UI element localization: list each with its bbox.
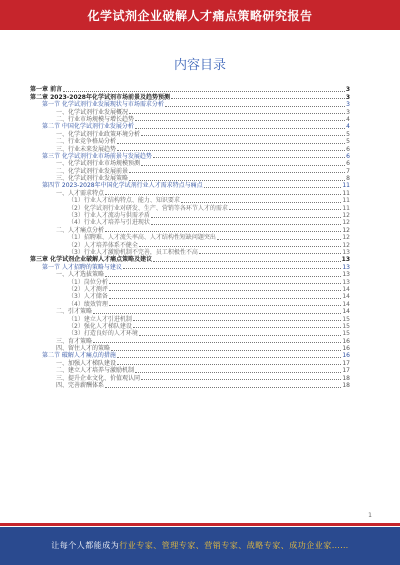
toc-entry-label: 四、完善薪酬体系	[56, 382, 105, 390]
toc-entry-page: 14	[342, 285, 350, 293]
toc-entry-label: 二、建立人才培养与激励机制	[56, 367, 135, 375]
toc-leader-dots	[117, 143, 345, 144]
toc-entry[interactable]	[30, 116, 350, 123]
toc-entry-label: 一、加强人才梯队建设	[56, 359, 117, 367]
toc-leader-dots	[141, 135, 345, 136]
toc-entry-label: （2）化学试剂行业对研发、生产、营销等各环节人才的需求	[68, 204, 228, 212]
toc-entry-page: 15	[342, 330, 350, 338]
toc-entry[interactable]	[30, 256, 350, 263]
toc-entry[interactable]	[30, 382, 350, 389]
toc-leader-dots	[105, 276, 341, 277]
toc-entry[interactable]	[30, 108, 350, 115]
toc-entry-page: 14	[342, 293, 350, 301]
toc-leader-dots	[139, 335, 342, 336]
toc-entry-page: 16	[342, 345, 350, 353]
toc-entry[interactable]	[30, 86, 350, 93]
toc-entry[interactable]	[30, 263, 350, 270]
toc-entry[interactable]	[30, 175, 350, 182]
toc-entry[interactable]	[30, 352, 350, 359]
toc-entry[interactable]	[30, 145, 350, 152]
toc-leader-dots	[151, 217, 342, 218]
toc-entry-page: 7	[346, 167, 350, 175]
toc-entry[interactable]	[30, 182, 350, 189]
toc-leader-dots	[151, 224, 342, 225]
toc-entry[interactable]	[30, 130, 350, 137]
toc-entry-page: 17	[342, 367, 350, 375]
toc-leader-dots	[133, 320, 342, 321]
toc-entry[interactable]	[30, 123, 350, 130]
toc-leader-dots	[63, 91, 345, 92]
toc-entry[interactable]	[30, 278, 350, 285]
toc-heading: 内容目录	[173, 58, 226, 73]
toc-entry-page: 13	[342, 263, 350, 271]
toc-entry-label: 三、化学试剂行业发展策略	[56, 175, 129, 183]
toc-entry-page: 16	[342, 352, 350, 360]
toc-entry-label: 三、行业未来发展趋势	[56, 145, 117, 153]
toc-entry-label: （1）建立人才引进机制	[68, 315, 132, 323]
toc-leader-dots	[129, 113, 345, 114]
toc-entry-page: 11	[342, 182, 350, 190]
toc-entry[interactable]	[30, 234, 350, 241]
toc-entry[interactable]	[30, 189, 350, 196]
toc-entry-label: 第一章 前言	[30, 86, 63, 94]
toc-entry[interactable]	[30, 367, 350, 374]
toc-entry-page: 18	[342, 382, 350, 390]
toc-leader-dots	[135, 120, 345, 121]
toc-leader-dots	[117, 150, 345, 151]
toc-entry-label: 二、行业市场规模与增长趋势	[56, 115, 135, 123]
toc-entry-page: 6	[346, 160, 350, 168]
toc-entry[interactable]	[30, 226, 350, 233]
toc-leader-dots	[93, 342, 341, 343]
toc-entry-label: 一、人才需求特点	[56, 189, 105, 197]
toc-entry-page: 13	[342, 278, 350, 286]
toc-entry-page: 18	[342, 374, 350, 382]
toc-entry-page: 11	[342, 189, 350, 197]
toc-entry[interactable]	[30, 337, 350, 344]
toc-entry-page: 8	[346, 175, 350, 183]
toc-entry-label: 第四节 2023-2028年中国化学试剂行业人才需求特点与痛点	[42, 182, 203, 190]
toc-entry-label: 二、化学试剂行业发展前景	[56, 167, 129, 175]
toc-entry-label: （4）绩效管理	[68, 300, 108, 308]
toc-entry[interactable]	[30, 359, 350, 366]
toc-entry-label: 第二节 破解人才痛点的措施	[42, 352, 116, 360]
toc-entry[interactable]	[30, 323, 350, 330]
toc-entry-label: （1）招聘难、人才流失率高、人才结构性短缺问题突出	[68, 234, 216, 242]
toc-entry-page: 4	[346, 123, 350, 131]
toc-leader-dots	[109, 305, 342, 306]
toc-entry[interactable]	[30, 286, 350, 293]
table-of-contents	[30, 86, 350, 389]
toc-leader-dots	[135, 128, 345, 129]
toc-entry-label: （1）行业人才结构特点、能力、知识要求	[68, 197, 180, 205]
toc-entry-page: 12	[342, 219, 350, 227]
toc-entry-page: 3	[345, 86, 350, 94]
toc-entry[interactable]	[30, 293, 350, 300]
toc-leader-dots	[93, 313, 341, 314]
toc-leader-dots	[153, 157, 345, 158]
toc-entry-label: 二、引才策略	[56, 308, 93, 316]
toc-entry-label: 一、化学试剂行业发展概况	[56, 108, 129, 116]
toc-entry-label: 第三章 化学试剂企业破解人才痛点策略及建议	[30, 256, 153, 264]
toc-leader-dots	[109, 290, 342, 291]
toc-entry[interactable]	[30, 219, 350, 226]
toc-entry-page: 17	[342, 359, 350, 367]
toc-entry[interactable]	[30, 345, 350, 352]
toc-entry[interactable]	[30, 271, 350, 278]
toc-entry-page: 14	[342, 300, 350, 308]
toc-entry-page: 13	[341, 256, 350, 264]
toc-entry-page: 3	[346, 101, 350, 109]
toc-entry-page: 11	[342, 204, 350, 212]
toc-leader-dots	[153, 261, 341, 262]
toc-leader-dots	[135, 372, 341, 373]
toc-entry[interactable]	[30, 101, 350, 108]
toc-entry-label: 第二节 中国化学试剂行业发展分析	[42, 123, 134, 131]
toc-leader-dots	[217, 239, 342, 240]
toc-entry-page: 6	[346, 152, 350, 160]
toc-leader-dots	[117, 357, 341, 358]
report-title: 化学试剂企业破解人才痛点策略研究报告	[87, 9, 313, 23]
toc-entry-label: 第二章 2023-2028年化学试剂市场前景及趋势预测	[30, 93, 170, 101]
toc-entry[interactable]	[30, 160, 350, 167]
toc-leader-dots	[141, 165, 345, 166]
toc-entry-page: 12	[342, 241, 350, 249]
toc-entry[interactable]	[30, 241, 350, 248]
toc-entry[interactable]	[30, 204, 350, 211]
toc-entry-label: （4）行业人才培养与引进现状	[68, 219, 150, 227]
toc-entry[interactable]	[30, 308, 350, 315]
toc-entry-label: （2）强化人才梯队建设	[68, 322, 132, 330]
toc-entry-page: 15	[342, 315, 350, 323]
footer-divider	[0, 523, 400, 526]
page-number: 1	[368, 512, 372, 519]
toc-entry-page: 3	[346, 108, 350, 116]
toc-entry-page: 3	[345, 93, 350, 101]
toc-entry-page: 15	[342, 322, 350, 330]
toc-entry[interactable]	[30, 93, 350, 100]
toc-entry[interactable]	[30, 374, 350, 381]
toc-entry[interactable]	[30, 138, 350, 145]
toc-leader-dots	[141, 379, 341, 380]
toc-entry-label: （3）行业人才流动与供需矛盾	[68, 212, 150, 220]
toc-entry-label: （2）人才测评	[68, 285, 108, 293]
toc-entry[interactable]	[30, 212, 350, 219]
toc-entry-page: 12	[342, 226, 350, 234]
toc-entry[interactable]	[30, 330, 350, 337]
toc-entry-page: 6	[346, 145, 350, 153]
toc-entry-label: 二、行业竞争格局分析	[56, 138, 117, 146]
toc-entry-page: 12	[342, 234, 350, 242]
toc-leader-dots	[105, 387, 341, 388]
toc-leader-dots	[181, 202, 342, 203]
toc-entry-page: 16	[342, 337, 350, 345]
toc-leader-dots	[105, 194, 341, 195]
toc-entry-label: 一、化学试剂行业政策环境分析	[56, 130, 141, 138]
toc-entry-page: 5	[346, 130, 350, 138]
toc-entry[interactable]	[30, 315, 350, 322]
toc-entry[interactable]	[30, 167, 350, 174]
toc-leader-dots	[133, 327, 342, 328]
toc-entry-label: 四、留住人才的策略	[56, 345, 111, 353]
toc-entry[interactable]	[30, 197, 350, 204]
toc-entry-label: 一、化学试剂行业市场规模预测	[56, 160, 141, 168]
slogan-highlight: 行业专家、管理专家、营销专家、战略专家、成功企业家……	[119, 541, 349, 550]
toc-entry-label: （3）人才储备	[68, 293, 108, 301]
toc-entry-page: 12	[342, 212, 350, 220]
toc-entry-label: 三、提升企业文化、价值观认同	[56, 374, 141, 382]
toc-entry-label: 第一节 化学试剂行业发展现状与市场需求分析	[42, 101, 164, 109]
toc-entry-label: 第三节 化学试剂行业市场前景与发展趋势	[42, 152, 152, 160]
toc-leader-dots	[129, 172, 345, 173]
toc-entry-page: 13	[342, 271, 350, 279]
toc-leader-dots	[105, 231, 341, 232]
toc-entry-page: 13	[342, 248, 350, 256]
toc-leader-dots	[129, 180, 345, 181]
toc-leader-dots	[111, 350, 341, 351]
toc-entry-page: 11	[342, 197, 350, 205]
toc-entry-label: 二、人才痛点分析	[56, 226, 105, 234]
footer-banner	[0, 527, 400, 565]
toc-entry[interactable]	[30, 249, 350, 256]
toc-entry[interactable]	[30, 153, 350, 160]
toc-leader-dots	[123, 268, 341, 269]
toc-entry-label: 一、人才选拔策略	[56, 271, 105, 279]
slogan-prefix: 让每个人都能成为	[51, 541, 120, 550]
toc-leader-dots	[109, 283, 342, 284]
header-banner	[0, 0, 400, 30]
toc-leader-dots	[109, 298, 342, 299]
toc-entry-label: （1）岗位分析	[68, 278, 108, 286]
toc-leader-dots	[204, 187, 342, 188]
toc-entry-page: 14	[342, 308, 350, 316]
toc-entry-label: 三、育才策略	[56, 337, 93, 345]
toc-entry-label: 第一节 人才招聘的策略与建议	[42, 263, 122, 271]
toc-leader-dots	[139, 246, 342, 247]
toc-leader-dots	[165, 106, 345, 107]
toc-leader-dots	[171, 98, 345, 99]
footer-slogan	[0, 540, 400, 551]
toc-entry-page: 4	[346, 115, 350, 123]
toc-entry-page: 5	[346, 138, 350, 146]
toc-leader-dots	[229, 209, 342, 210]
toc-leader-dots	[199, 253, 342, 254]
toc-entry-label: （3）行业人才激励机制不完善，员工积极性不高	[68, 248, 198, 256]
toc-entry-label: （2）人才培养体系不健全	[68, 241, 138, 249]
toc-entry-label: （3）打造良好的人才环境	[68, 330, 138, 338]
toc-leader-dots	[117, 364, 341, 365]
toc-entry[interactable]	[30, 300, 350, 307]
